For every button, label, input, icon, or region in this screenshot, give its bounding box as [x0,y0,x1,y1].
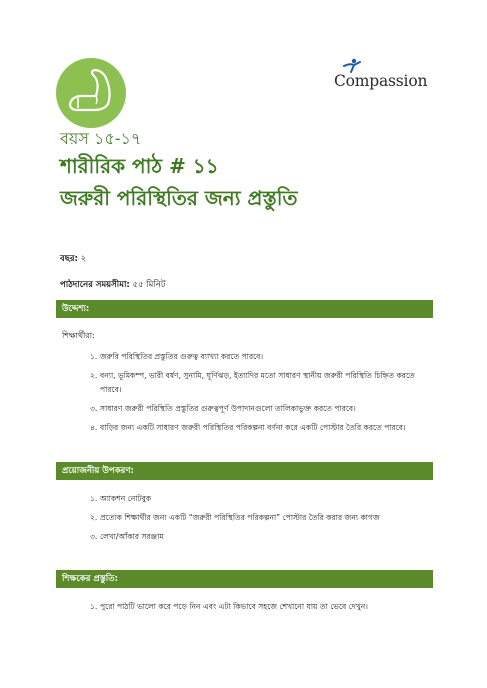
time-label: পাঠদানের সময়সীমা: [60,280,130,290]
list-item: ৩. লেখা/আঁকার সরঞ্জাম [90,532,164,541]
age-range: বয়স ১৫-১৭ [60,129,142,148]
list-item: ৪. বাড়ির জন্য একটি সাধারণ জরুরী পরিস্থিতির পরিকল্পনা বর্ণনা করে একটি পোস্টার তৈরি করতে পারবে। [90,423,406,432]
objectives-intro: শিক্ষার্থীরা: [62,331,95,340]
lesson-title: শারীরিক পাঠ # ১১ [60,154,219,178]
list-item: ৩. সাধারণ জরুরী পরিস্থিতি প্রস্তুতির গুরুত্বপূর্ণ উপাদানগুলো তালিকাভুক্ত করতে পারবে। [90,404,356,413]
time-line [60,278,166,292]
list-item: ২. প্রত্যেক শিক্ষার্থীর জন্য একটি “জরুরী পরিস্থিতির পরিকল্পনা” পোস্টার তৈরি করার জন্য কাগজ [90,513,380,522]
list-item: ১. পুরো পাঠটি ভালো করে পড়ে নিন এবং এটা কিভাবে সহজে শেখানো যায় তা ভেবে দেখুন। [90,602,368,611]
year-line [60,252,86,266]
flexed-arm-icon [56,58,126,128]
brand-logo [330,58,440,98]
list-item: ২. বন্যা, ভূমিকম্প, ভারী বর্ষণ, সুনামি, ঘূর্ণিঝড়, ইত্যাদির মতো সাধারণ স্থানীয় জরুরী পরিস্থিতি চিহ্নিত করতে পারবে। [90,371,415,394]
year-label: বছর: [60,254,78,264]
teacher-prep-list [90,600,420,619]
materials-list [90,492,420,549]
brand-name: Compassion [334,72,428,90]
list-item: ১. জরুরি পরিস্থিতির প্রস্তুতির গুরুত্ব ব্যাখ্যা করতে পারবে। [90,352,264,361]
materials-heading: প্রয়োজনীয় উপকরণ: [56,462,433,480]
objectives-heading: উদ্দেশ্য: [56,300,433,318]
teacher-prep-heading: শিক্ষকের প্রস্তুতি: [56,570,433,588]
lesson-subtitle: জরুরী পরিস্থিতির জন্য প্রস্তুতি [60,186,298,210]
year-value: ২ [80,254,87,264]
time-value: ৫৫ মিনিট [132,280,166,290]
objectives-list [90,350,420,440]
list-item: ১. অ্যাকশন নোটবুক [90,494,152,503]
